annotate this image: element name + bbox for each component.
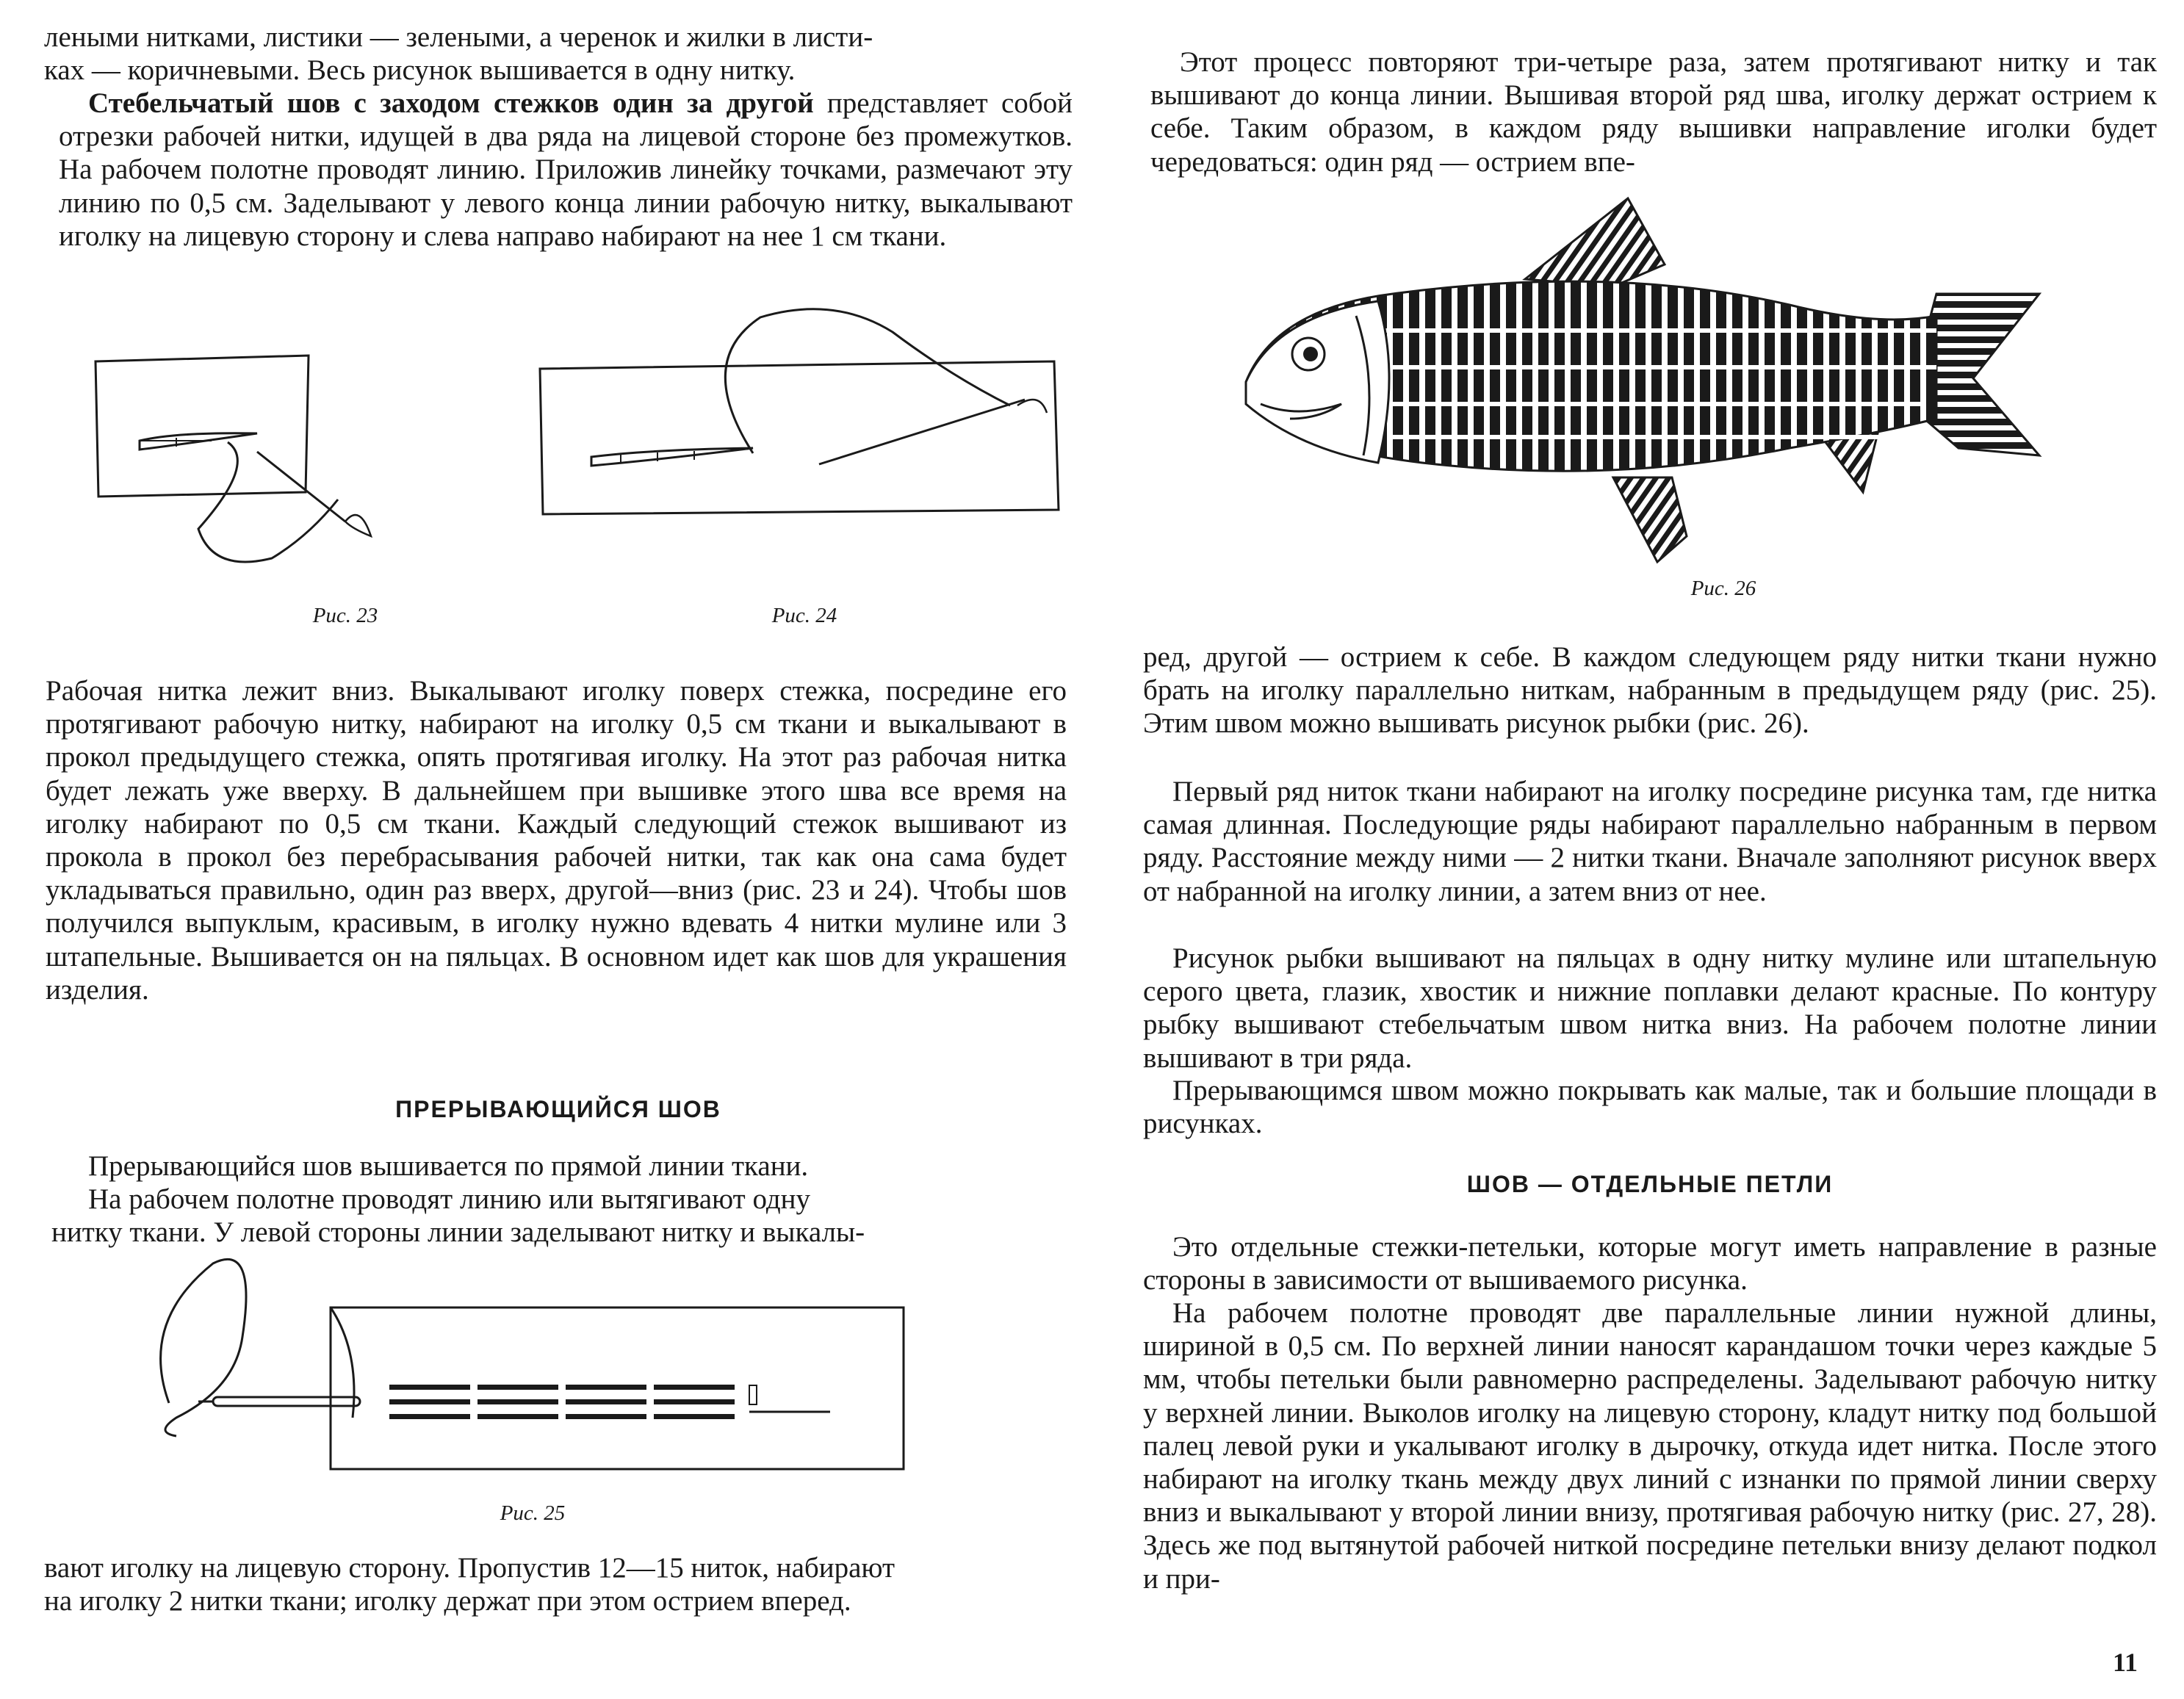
fish-paragraph — [1143, 942, 2157, 1075]
cover-paragraph — [1143, 1074, 2157, 1140]
heading-interrupted-stitch: ПРЕРЫВАЮЩИЙСЯ ШОВ — [395, 1096, 721, 1122]
working-thread-paragraph — [46, 674, 1067, 1006]
stem-stitch-body: представляет собой отрезки рабочей нитки, идущей в два ряда на лицевой стороне без промежутков. На рабочем полотне проводят линию. Приложив линейку точками, размечают эту линию по 0,5 см. Заделывают у левого конца линии рабочую нитку, выкалывают иголку на лицевую сторону и слева направо набирают на нее 1 см ткани. — [59, 87, 1073, 252]
text-line: леными нитками, листики — зелеными, а черенок и жилки в листи- — [44, 21, 873, 53]
first-row-paragraph — [1143, 775, 2157, 908]
paragraph: Первый ряд ниток ткани набирают на иголку посредине рисунка там, где нитка самая длинная. Последующие ряды набирают параллельно набранным в первом ряду. Расстояние между ними — 2 нитки ткани. Вначале заполняют рисунок вверх от набранной на иголку линии, а затем вниз от нее. — [1143, 776, 2157, 907]
text-line: На рабочем полотне проводят линию или вытягивают одну — [88, 1183, 811, 1216]
continuation-paragraph — [1143, 641, 2157, 740]
right-top-paragraph — [1150, 46, 2157, 178]
figure-26-caption: Рис. 26 — [1690, 577, 1756, 600]
paragraph: ред, другой — острием к себе. В каждом следующем ряду нитки ткани нужно брать на иголку параллельно ниткам, набранным в предыдущем ряду (рис. 25). Этим швом можно вышивать рисунок рыбки (рис. 26). — [1143, 641, 2157, 740]
paragraph: Рисунок рыбки вышивают на пяльцах в одну нитку мулине или штапельную серого цвета, глазик, хвостик и нижние поплавки делают красные. По контуру рыбку вышивают стебельчатым швом нитка вниз. На рабочем полотне линии вышивают в три ряда. — [1143, 942, 2157, 1074]
text-line: на иголку 2 нитки ткани; иголку держат при этом острием вперед. — [44, 1585, 851, 1617]
text-line: нитку ткани. У левой стороны линии заделывают нитку и выкалы- — [51, 1216, 865, 1249]
paragraph: На рабочем полотне проводят две параллельные линии нужной длины, шириной в 0,5 см. По верхней линии наносят карандашом точки через каждые 5 мм, чтобы петельки были равномерно распределены. Заделывают рабочую нитку у верхней линии. Выколов иголку на лицевую сторону, кладут нитку под большой палец левой руки и укалывают иголку в дырочку, откуда идет нитка. После этого набирают на иголку ткань между двух линий с изнанки по прямой линии сверху вниз и выкалывают у второй линии внизу, протягивая рабочую нитку (рис. 27, 28). Здесь же под вытянутой рабочей ниткой посредине петельки внизу делают подкол и при- — [1143, 1297, 2157, 1595]
text-line: Прерывающийся шов вышивается по прямой линии ткани. — [88, 1150, 809, 1182]
stem-stitch-paragraph — [59, 87, 1073, 253]
figure-26-fish — [1231, 184, 2039, 566]
left-bottom-text — [44, 1551, 1073, 1617]
figure-24 — [540, 303, 1069, 567]
figure-23 — [88, 353, 331, 595]
right-page — [1092, 0, 2184, 1699]
text-line: вают иголку на лицевую сторону. Пропустив 12—15 ниток, набирают — [44, 1552, 895, 1584]
page-number: 11 — [2113, 1648, 2138, 1677]
text-line: ках — коричневыми. Весь рисунок вышивается в одну нитку. — [44, 54, 796, 87]
paragraph: Рабочая нитка лежит вниз. Выкалывают иголку поверх стежка, посредине его протягивают рабочую нитку, набирают на иголку 0,5 см ткани и выкалывают в прокол предыдущего стежка, опять протягивая иголку. На этот раз рабочая нитка будет лежать уже вверху. В дальнейшем при вышивке этого шва все время на иголку набирают по 0,5 см ткани. Каждый следующий стежок вышивают из прокола в прокол без перебрасывания рабочей нитки, так как она сама будет укладываться правильно, один раз вверх, другой—вниз (рис. 23 и 24). Чтобы шов получился выпуклым, красивым, в иголку нужно вдевать 4 нитки мулине или 3 штапельные. Вышивается он на пяльцах. В основном идет как шов для украшения изделия. — [46, 675, 1067, 1006]
figure-25 — [169, 1249, 904, 1469]
loops-body-paragraph — [1143, 1296, 2157, 1595]
stem-stitch-lead: Стебельчатый шов с заходом стежков один за другой — [88, 87, 814, 119]
paragraph: Прерывающимся швом можно покрывать как малые, так и большие площади в рисунках. — [1143, 1075, 2157, 1140]
paragraph: Это отдельные стежки-петельки, которые могут иметь направление в разные стороны в зависимости от вышиваемого рисунка. — [1143, 1231, 2157, 1296]
paragraph: Этот процесс повторяют три-четыре раза, затем протягивают нитку и так вышивают до конца линии. Вышивая второй ряд шва, иголку держат острием к себе. Таким образом, в каждом ряду вышивки направление иголки будет чередоваться: один ряд — острием впе- — [1150, 46, 2157, 178]
figure-24-caption: Рис. 24 — [771, 604, 837, 627]
heading-separate-loops: ШОВ — ОТДЕЛЬНЫЕ ПЕТЛИ — [1466, 1171, 1834, 1197]
left-top-text — [44, 21, 1073, 87]
interrupted-stitch-text — [51, 1150, 1065, 1249]
figure-23-caption: Рис. 23 — [312, 604, 378, 627]
loops-intro-paragraph — [1143, 1230, 2157, 1296]
figure-25-caption: Рис. 25 — [500, 1501, 566, 1525]
